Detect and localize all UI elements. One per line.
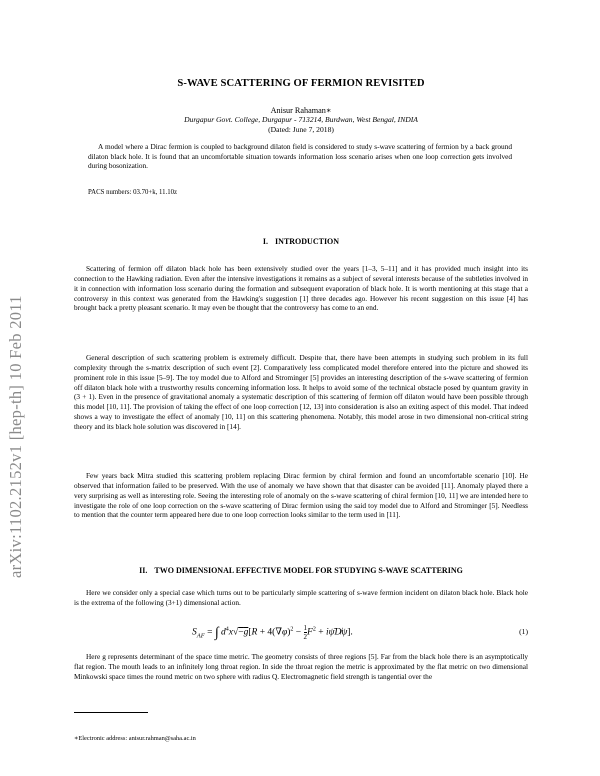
pacs-numbers: PACS numbers: 03.70+k, 11.10z bbox=[88, 189, 178, 196]
section-number: I. bbox=[262, 237, 269, 246]
equation-body: $S_{AF}$ = ∫ $d^4x√-g[R + 4(\nabla\varphi)^2$ − $\frac{1}{2}$ $F^2$ + iψ̄D̸ψ]. bbox=[192, 624, 353, 641]
author-affiliation: Durgapur Govt. College, Durgapur - 713214, Burdwan, West Bengal, INDIA bbox=[184, 115, 418, 124]
author-name: Anisur Rahaman∗ bbox=[270, 106, 332, 115]
paragraph: Here we consider only a special case which turns out to be particularly simple scattering of s-wave fermion incident on dilaton black hole. Black hole is the extrema of the following (3+1) dimensional action. bbox=[74, 588, 528, 607]
section-number: II. bbox=[139, 566, 148, 575]
equation-1 bbox=[74, 622, 528, 642]
paragraph: General description of such scattering problem is extremely difficult. Despite that, there have been attempts in studying such problem in its full complexity through the s-matrix description of such event [2]. Comparatively less complicated model therefore entered into the picture and showed its prominent role in this issue [5–9]. The toy model due to Alford and Strominger [5] provides an interesting description of the s-wave scattering of fermion off dilaton black hole with a trustworthy results concerning information loss. It helps to avoid some of the technical obstacle posed by quantum gravity in (3 + 1). Even in the presence of gravitational anomaly a systematic description of this scattering of fermion off dilaton would have been possible through this model [10, 11]. The provision of taking the effect of one loop correction [12, 13] into consideration is also an exiting aspect of this model. That indeed shows a way to investigate the effect of anomaly [10, 11] on this scattering phenomena. Notably, this model arose in two dimensional non-critical string theory and its black hole solution was discovered in [14]. bbox=[74, 353, 528, 431]
paragraph: Few years back Mitra studied this scattering problem replacing Dirac fermion by chiral fermion and found an uncomfortable scenario [10]. He observed that information failed to be preserved. With the use of anomaly we have shown that that disaster can be avoided [11]. Anomaly played there a very surprising as well as interesting role. Seeing the interesting role of anomaly on the s-wave scattering of chiral fermion [10, 11] we are intended here to investigate the role of one loop correction on the s-wave scattering of Dirac fermion using the said toy model due to Alford and Strominger [5]. Needless to mention that the counter term appeared here due to one loop correction looks similar to the term used in [11]. bbox=[74, 471, 528, 520]
equation-number: (1) bbox=[519, 627, 528, 636]
arxiv-id-text: arXiv:1102.2152v1 [hep-th] 10 Feb 2011 bbox=[6, 295, 25, 578]
section-title: INTRODUCTION bbox=[275, 237, 340, 246]
paragraph: Here g represents determinant of the space time metric. The geometry consists of three regions [5]. Far from the black hole there is an asymptotically flat region. The mouth leads to an infinitely long throat region. In side the throat region the metric is approximated by the flat metric on two dimensional Minkowski space times the round metric on two sphere with radius Q. Electromagnetic field strength is tangential over the bbox=[74, 652, 528, 681]
paper-title: S-WAVE SCATTERING OF FERMION REVISITED bbox=[177, 78, 425, 89]
paragraph: Scattering of fermion off dilaton black hole has been extensively studied over the years [1–3, 5–11] and it has provided much insight into its connection to the Hawking radiation. Even after the intensive investigations it remains as a subject of several interests because of the subtleties involved in it in connection with information loss scenario during the formation and subsequent evaporation of black hole. It is worth mentioning at this stage that a controversy in this context was generated from the Hawking's suggestion [1] three decades ago. However his recent suggestion on this issue [4] has brought back a pretty pleasant scenario. It may even be thought that the controversy has come to an end. bbox=[74, 264, 528, 313]
abstract: A model where a Dirac fermion is coupled to background dilaton field is considered to study s-wave scattering of fermion by a back ground dilaton black hole. It is found that an uncomfortable situation towards information loss scenario arises when one loop correction gets involved during bosonization. bbox=[88, 142, 512, 171]
footnote-divider bbox=[74, 712, 148, 713]
section-heading-introduction bbox=[74, 237, 528, 246]
paper-date: (Dated: June 7, 2018) bbox=[268, 125, 334, 134]
footnote-email: ∗Electronic address: anisur.rahman@saha.ac.in bbox=[74, 735, 196, 742]
section-title: TWO DIMENSIONAL EFFECTIVE MODEL FOR STUDYING S-WAVE SCATTERING bbox=[154, 566, 463, 575]
section-heading-effective-model bbox=[74, 566, 528, 575]
arxiv-stamp bbox=[2, 190, 28, 580]
equation-lhs-subscript: AF bbox=[196, 632, 205, 640]
equation-lhs: S bbox=[192, 627, 197, 638]
